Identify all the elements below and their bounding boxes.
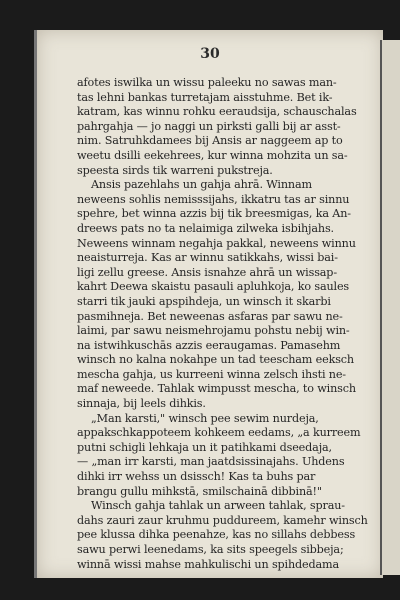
text-line: speesta sirds tik warreni pukstreja.	[77, 163, 273, 177]
text-line: neaisturreja. Kas ar winnu satikkahs, wissi bai-	[77, 251, 338, 265]
page-number: 30	[200, 46, 220, 62]
text-line: „Man karsti," winsch pee sewim nurdeja,	[91, 411, 319, 425]
text-line: starri tik jauki apspihdeja, un winsch it skarbi	[77, 294, 331, 308]
text-line: nim. Satruhkdamees bij Ansis ar naggeem ap to	[77, 134, 343, 148]
text-line: Ansis pazehlahs un gahja ahrā. Winnam	[91, 178, 312, 192]
text-line: putni schigli lehkaja un it patihkami dseedaja,	[77, 440, 332, 454]
text-line: tas lehni bankas turretajam aisstuhme. Bet ik-	[77, 90, 333, 104]
text-line: — „man irr karsti, man jaatdsissinajahs. Uhdens	[77, 455, 345, 469]
text-line: appakschkappoteem kohkeem eedams, „a kurreem	[77, 426, 361, 440]
text-line: pahrgahja — jo naggi un pirksti galli bij ar asst-	[77, 119, 341, 133]
text-line: pasmihneja. Bet neweenas asfaras par sawu ne-	[77, 309, 343, 323]
text-line: Neweens winnam negahja pakkal, neweens winnu	[77, 236, 356, 250]
text-line: mescha gahja, us kurreeni winna zelsch ihsti ne-	[77, 367, 346, 381]
page-body-text	[77, 76, 373, 572]
adjacent-page-edge	[380, 40, 400, 575]
text-line: dahs zauri zaur kruhmu puddureem, kamehr winsch	[77, 513, 368, 527]
text-line: winnā wissi mahse mahkulischi un spihdedama	[77, 557, 340, 571]
text-line: dihki irr wehss un dsissch! Kas ta buhs par	[77, 470, 316, 484]
text-line: brangu gullu mihkstā, smilschainā dibbinā!"	[77, 484, 322, 498]
text-line: dreews pats no ta nelaimiga zilweka isbihjahs.	[77, 221, 334, 235]
text-line: weetu dsilli eekehrees, kur winna mohzita un sa-	[77, 148, 348, 162]
text-line: winsch no kalna nokahpe un tad teescham eeksch	[77, 353, 354, 367]
text-line: spehre, bet winna azzis bij tik breesmigas, ka An-	[77, 207, 351, 221]
book-page	[34, 30, 383, 578]
text-line: neweens sohlis nemisssijahs, ikkatru tas ar sinnu	[77, 192, 350, 206]
text-line: Winsch gahja tahlak un arween tahlak, sprau-	[91, 499, 345, 513]
text-line: ligi zellu greese. Ansis isnahze ahrā un wissap-	[77, 265, 337, 279]
text-line: katram, kas winnu rohku eeraudsija, schauschalas	[77, 105, 357, 119]
text-line: na istwihkuschās azzis eeraugamas. Pamasehm	[77, 338, 341, 352]
text-line: kahrt Deewa skaistu pasauli apluhkoja, ko saules	[77, 280, 350, 294]
text-line: sinnaja, bij leels dihkis.	[77, 397, 206, 411]
text-line: sawu perwi leenedams, ka sits speegels sibbeja;	[77, 543, 344, 556]
text-line: afotes iswilka un wissu paleeku no sawas man-	[77, 76, 337, 89]
text-line: pee klussa dihka peenahze, kas no sillahs debbess	[77, 528, 356, 542]
text-line: laimi, par sawu neismehrojamu pohstu nebij win-	[77, 324, 350, 338]
text-line: maf neweede. Tahlak wimpusst mescha, to winsch	[77, 382, 356, 396]
